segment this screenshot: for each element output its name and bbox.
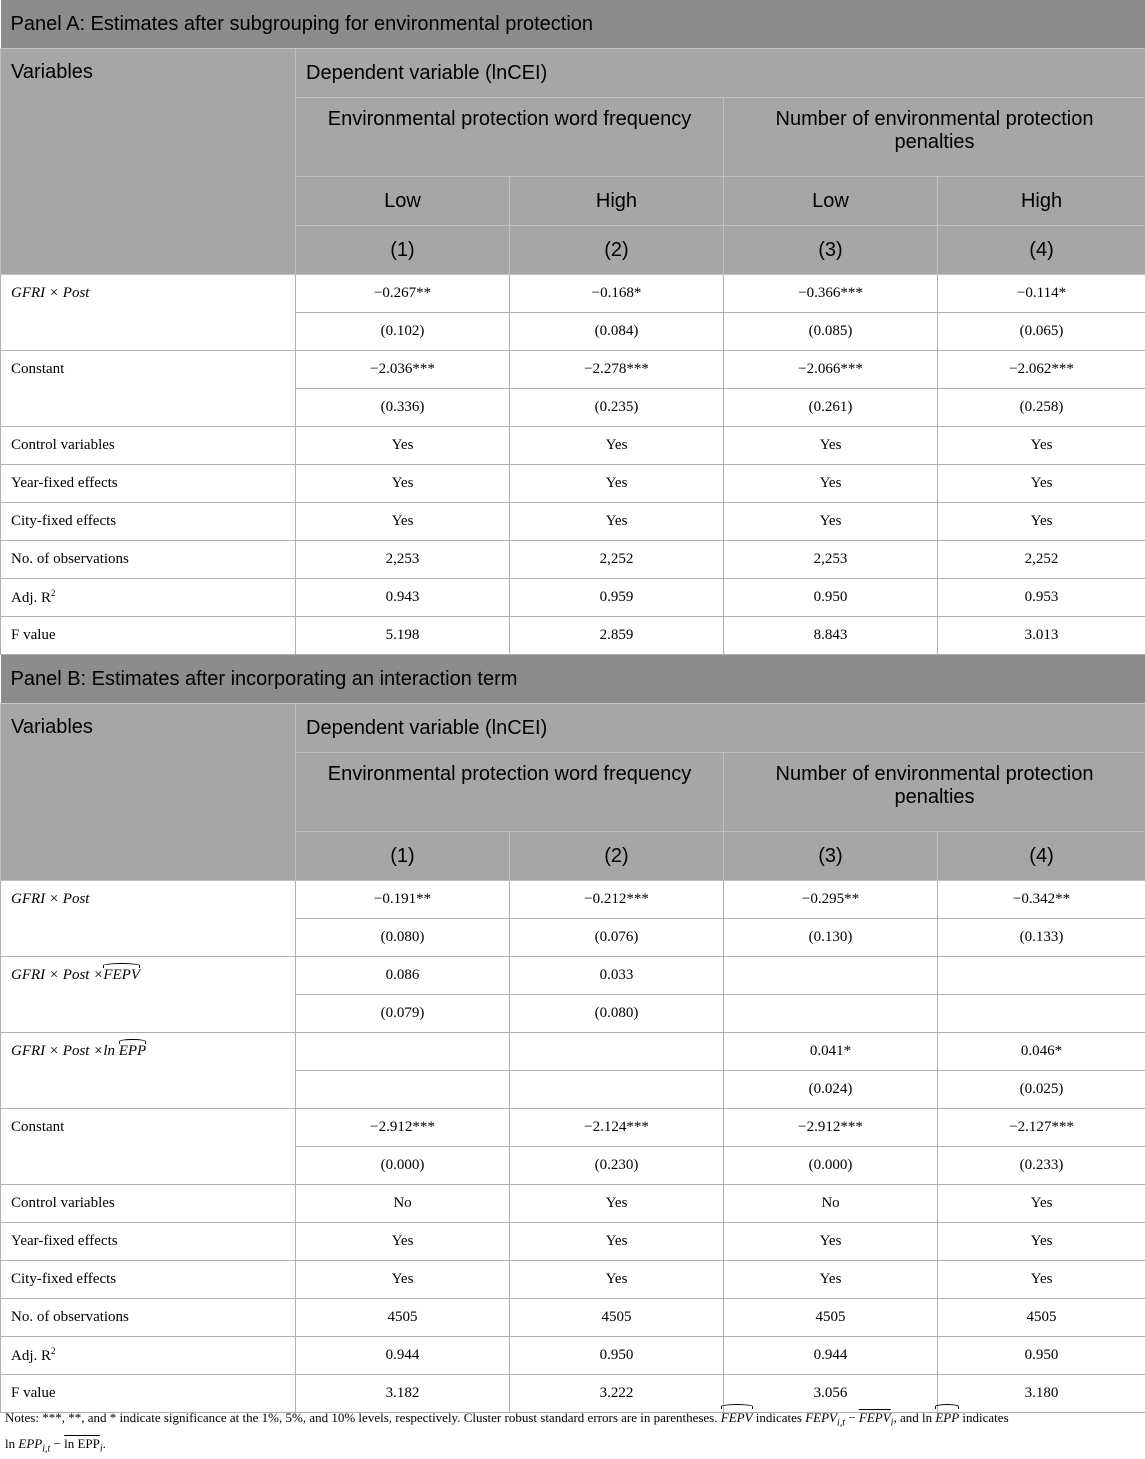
panel-b-group1-header: Environmental protection word frequency xyxy=(296,753,724,832)
se-cell xyxy=(296,1071,510,1109)
coef-cell: −2.912*** xyxy=(296,1109,510,1147)
coef-cell: 0.086 xyxy=(296,957,510,995)
table-row xyxy=(1,1185,1145,1223)
epp-label-prefix: GFRI × Post ×ln xyxy=(11,1043,119,1059)
coef-cell: 0.041* xyxy=(724,1033,938,1071)
table-row xyxy=(1,503,1145,541)
coef-cell: −0.342** xyxy=(938,881,1145,919)
row-label-text: Adj. R xyxy=(11,1348,51,1364)
value-cell: 0.944 xyxy=(296,1337,510,1375)
row-label xyxy=(1,1185,296,1223)
value-cell: No xyxy=(724,1185,938,1223)
row-label: Constant xyxy=(1,351,296,427)
panel-a-title: Panel A: Estimates after subgrouping for environmental protection xyxy=(1,0,1145,49)
se-cell: (0.336) xyxy=(296,389,510,427)
value-cell: Yes xyxy=(296,503,510,541)
notes-text: . xyxy=(103,1436,106,1451)
table-row xyxy=(1,427,1145,465)
table-row xyxy=(1,617,1145,655)
coef-cell: −2.912*** xyxy=(724,1109,938,1147)
fepv-label-prefix: GFRI × Post × xyxy=(11,967,103,983)
coef-cell: −0.366*** xyxy=(724,275,938,313)
panel-b-col-number: (3) xyxy=(724,832,938,881)
value-cell: 0.943 xyxy=(296,579,510,617)
table-row xyxy=(1,541,1145,579)
row-label-text: No. of observations xyxy=(11,1309,129,1325)
row-label-text: Control variables xyxy=(11,1195,115,1211)
value-cell: 0.950 xyxy=(938,1337,1145,1375)
se-cell: (0.230) xyxy=(510,1147,724,1185)
row-label xyxy=(1,541,296,579)
value-cell: Yes xyxy=(724,1223,938,1261)
value-cell: 5.198 xyxy=(296,617,510,655)
row-label xyxy=(1,1261,296,1299)
table-row xyxy=(1,881,1145,919)
notes-text: Notes: ***, **, and * indicate significance at the 1%, 5%, and 10% levels, respectively. Cluster robust standard errors are in parentheses. xyxy=(5,1410,718,1425)
se-cell: (0.000) xyxy=(724,1147,938,1185)
notes-fepv-hat: FEPV xyxy=(721,1408,753,1428)
row-label xyxy=(1,1337,296,1375)
row-label xyxy=(1,427,296,465)
value-cell: 2,252 xyxy=(938,541,1145,579)
row-label: GFRI × Post xyxy=(1,881,296,957)
se-cell: (0.000) xyxy=(296,1147,510,1185)
value-cell: Yes xyxy=(938,1223,1145,1261)
se-cell: (0.084) xyxy=(510,313,724,351)
value-cell: 2,252 xyxy=(510,541,724,579)
se-cell: (0.261) xyxy=(724,389,938,427)
table-row xyxy=(1,351,1145,389)
se-cell: (0.102) xyxy=(296,313,510,351)
se-cell xyxy=(510,1071,724,1109)
value-cell: Yes xyxy=(510,427,724,465)
se-cell: (0.080) xyxy=(296,919,510,957)
notes-sub: i xyxy=(100,1443,103,1454)
row-label-text: City-fixed effects xyxy=(11,1271,116,1287)
notes-text: indicates xyxy=(756,1410,802,1425)
fepv-hat-var: FEPV xyxy=(103,967,140,984)
panel-b-title: Panel B: Estimates after incorporating an interaction term xyxy=(1,655,1145,704)
se-cell xyxy=(938,995,1145,1033)
panel-a-summary-rows xyxy=(1,427,1145,655)
value-cell: Yes xyxy=(938,1185,1145,1223)
coef-cell: −2.278*** xyxy=(510,351,724,389)
value-cell: Yes xyxy=(938,503,1145,541)
row-label-text: Control variables xyxy=(11,437,115,453)
value-cell: 3.180 xyxy=(938,1375,1145,1413)
row-label xyxy=(1,1299,296,1337)
coef-cell: −2.127*** xyxy=(938,1109,1145,1147)
coef-cell: 0.033 xyxy=(510,957,724,995)
coef-cell: −0.191** xyxy=(296,881,510,919)
coef-cell: 0.046* xyxy=(938,1033,1145,1071)
table-row xyxy=(1,465,1145,503)
value-cell: Yes xyxy=(724,503,938,541)
value-cell: 0.950 xyxy=(510,1337,724,1375)
coef-cell: −0.114* xyxy=(938,275,1145,313)
row-label-text: Year-fixed effects xyxy=(11,475,118,491)
notes-var: FEPV xyxy=(805,1410,837,1425)
panel-a-col-number: (2) xyxy=(510,226,724,275)
table-row xyxy=(1,275,1145,313)
row-label xyxy=(1,1223,296,1261)
panel-b-header-row-1 xyxy=(1,704,1145,753)
notes-sub: i,t xyxy=(837,1418,845,1429)
notes-var: EPP xyxy=(18,1436,42,1451)
coef-cell xyxy=(296,1033,510,1071)
panel-a-subgroup: Low xyxy=(296,177,510,226)
notes-text: ln xyxy=(5,1436,15,1451)
panel-a-header-row-1 xyxy=(1,49,1145,98)
row-label xyxy=(1,465,296,503)
value-cell: Yes xyxy=(938,1261,1145,1299)
value-cell: 0.950 xyxy=(724,579,938,617)
value-cell: Yes xyxy=(296,1223,510,1261)
row-label: GFRI × Post xyxy=(1,275,296,351)
value-cell: 2,253 xyxy=(724,541,938,579)
notes-ln-bar: ln EPP xyxy=(64,1436,100,1451)
row-label-fepv-interaction xyxy=(1,957,296,1033)
coef-cell: −2.036*** xyxy=(296,351,510,389)
row-label-epp-interaction xyxy=(1,1033,296,1109)
value-cell: 0.953 xyxy=(938,579,1145,617)
value-cell: Yes xyxy=(296,1261,510,1299)
coef-cell: −0.267** xyxy=(296,275,510,313)
panel-b-col-number: (4) xyxy=(938,832,1145,881)
se-cell: (0.080) xyxy=(510,995,724,1033)
coef-cell: −2.062*** xyxy=(938,351,1145,389)
se-cell: (0.024) xyxy=(724,1071,938,1109)
se-cell: (0.079) xyxy=(296,995,510,1033)
r-squared-superscript: 2 xyxy=(51,588,56,598)
r-squared-superscript: 2 xyxy=(51,1346,56,1356)
panel-a-dependent-header: Dependent variable (lnCEI) xyxy=(296,49,1145,98)
coef-cell: −2.124*** xyxy=(510,1109,724,1147)
value-cell: 2.859 xyxy=(510,617,724,655)
value-cell: 8.843 xyxy=(724,617,938,655)
row-label: Constant xyxy=(1,1109,296,1185)
row-label xyxy=(1,579,296,617)
value-cell: Yes xyxy=(724,427,938,465)
panel-a-group2-header: Number of environmental protection penalties xyxy=(724,98,1145,177)
table-row xyxy=(1,957,1145,995)
panel-a-col-number: (1) xyxy=(296,226,510,275)
table-row xyxy=(1,579,1145,617)
row-label-text: Adj. R xyxy=(11,590,51,606)
value-cell: 4505 xyxy=(510,1299,724,1337)
value-cell: 4505 xyxy=(938,1299,1145,1337)
row-label-text: Year-fixed effects xyxy=(11,1233,118,1249)
table-row xyxy=(1,1261,1145,1299)
notes-text: indicates xyxy=(962,1410,1008,1425)
panel-b-group2-header: Number of environmental protection penalties xyxy=(724,753,1145,832)
coef-cell: −2.066*** xyxy=(724,351,938,389)
value-cell: 0.944 xyxy=(724,1337,938,1375)
se-cell: (0.076) xyxy=(510,919,724,957)
panel-b-col-number: (1) xyxy=(296,832,510,881)
notes-minus: − xyxy=(848,1410,855,1425)
row-label-text: No. of observations xyxy=(11,551,129,567)
panel-a-group1-header: Environmental protection word frequency xyxy=(296,98,724,177)
coef-cell xyxy=(510,1033,724,1071)
value-cell: 4505 xyxy=(724,1299,938,1337)
row-label-text: F value xyxy=(11,1385,56,1401)
value-cell: Yes xyxy=(510,465,724,503)
panel-b-title-row xyxy=(1,655,1145,704)
panel-a-subgroup: Low xyxy=(724,177,938,226)
se-cell: (0.233) xyxy=(938,1147,1145,1185)
value-cell: Yes xyxy=(296,427,510,465)
coef-cell: −0.295** xyxy=(724,881,938,919)
table-row xyxy=(1,1033,1145,1071)
notes-fepv-bar: FEPV xyxy=(859,1410,891,1425)
notes-epp-hat: EPP xyxy=(935,1408,959,1428)
table-row xyxy=(1,1223,1145,1261)
panel-a-subgroup: High xyxy=(938,177,1145,226)
value-cell: Yes xyxy=(510,1185,724,1223)
value-cell: 3.013 xyxy=(938,617,1145,655)
table-row xyxy=(1,1109,1145,1147)
se-cell: (0.025) xyxy=(938,1071,1145,1109)
row-label xyxy=(1,1375,296,1413)
panel-a-col-number: (3) xyxy=(724,226,938,275)
value-cell: 3.182 xyxy=(296,1375,510,1413)
se-cell: (0.130) xyxy=(724,919,938,957)
panel-b-summary-rows xyxy=(1,1185,1145,1413)
panel-b-dependent-header: Dependent variable (lnCEI) xyxy=(296,704,1145,753)
table-row xyxy=(1,1337,1145,1375)
value-cell: Yes xyxy=(938,465,1145,503)
row-label xyxy=(1,503,296,541)
value-cell: Yes xyxy=(724,465,938,503)
se-cell: (0.235) xyxy=(510,389,724,427)
value-cell: 0.959 xyxy=(510,579,724,617)
notes-text: , and ln xyxy=(893,1410,932,1425)
coef-cell xyxy=(938,957,1145,995)
se-cell: (0.258) xyxy=(938,389,1145,427)
value-cell: 2,253 xyxy=(296,541,510,579)
panel-b-col-number: (2) xyxy=(510,832,724,881)
notes-sub: i xyxy=(891,1418,894,1429)
value-cell: No xyxy=(296,1185,510,1223)
row-label-text: F value xyxy=(11,627,56,643)
se-cell: (0.065) xyxy=(938,313,1145,351)
value-cell: Yes xyxy=(724,1261,938,1299)
table-notes xyxy=(0,1408,1145,1459)
epp-hat-var: EPP xyxy=(119,1043,147,1060)
coef-cell: −0.168* xyxy=(510,275,724,313)
panel-a-col-number: (4) xyxy=(938,226,1145,275)
value-cell: 4505 xyxy=(296,1299,510,1337)
panel-a-variables-header: Variables xyxy=(1,49,296,275)
table-row xyxy=(1,1299,1145,1337)
se-cell: (0.085) xyxy=(724,313,938,351)
value-cell: Yes xyxy=(510,503,724,541)
row-label xyxy=(1,617,296,655)
value-cell: Yes xyxy=(510,1261,724,1299)
se-cell: (0.133) xyxy=(938,919,1145,957)
value-cell: Yes xyxy=(296,465,510,503)
se-cell xyxy=(724,995,938,1033)
panel-a-title-row xyxy=(1,0,1145,49)
coef-cell xyxy=(724,957,938,995)
value-cell: 3.056 xyxy=(724,1375,938,1413)
row-label-text: City-fixed effects xyxy=(11,513,116,529)
coef-cell: −0.212*** xyxy=(510,881,724,919)
panel-a-subgroup: High xyxy=(510,177,724,226)
value-cell: 3.222 xyxy=(510,1375,724,1413)
notes-sub: i,t xyxy=(42,1443,50,1454)
notes-minus: − xyxy=(54,1436,61,1451)
panel-b-variables-header: Variables xyxy=(1,704,296,881)
value-cell: Yes xyxy=(938,427,1145,465)
table-row xyxy=(1,1375,1145,1413)
value-cell: Yes xyxy=(510,1223,724,1261)
